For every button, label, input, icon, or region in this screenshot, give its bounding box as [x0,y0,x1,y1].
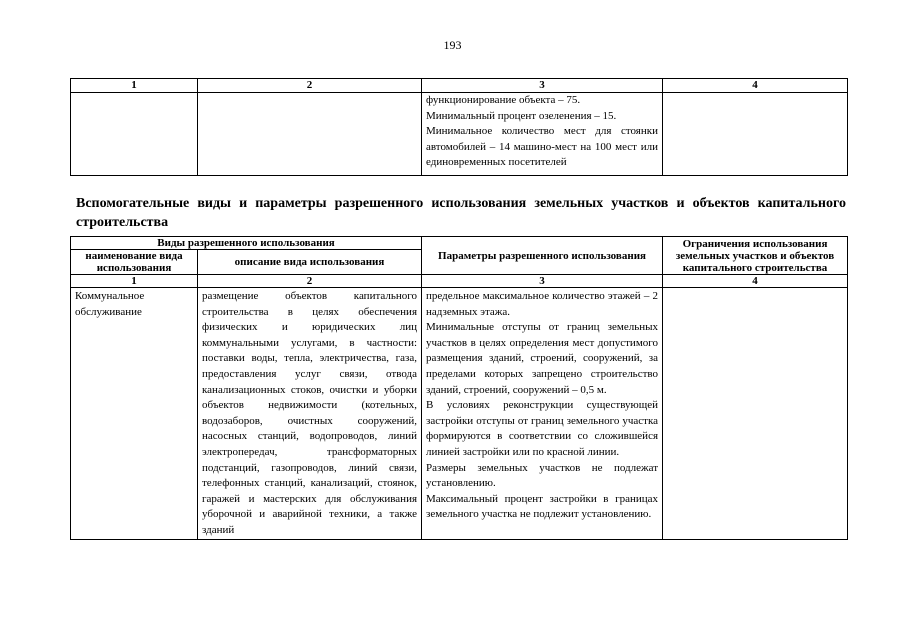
page-number: 193 [443,38,462,52]
cell-col1 [71,93,198,176]
header-name: наименование вида использования [71,250,198,275]
param-paragraph: предельное максимальное количество этажей – 2 надземных этажа. [426,290,659,318]
header-description: описание вида использования [198,250,422,275]
use-params [422,288,663,540]
column-number: 2 [198,275,422,288]
param-paragraph: Размеры земельных участков не подлежат установлению. [426,461,659,490]
column-number: 2 [198,79,422,93]
column-number: 1 [71,79,198,93]
header-use-types: Виды разрешенного использования [71,237,422,250]
table-row [71,93,848,176]
section-title: Вспомогательные виды и параметры разрешенного использования земельных участков и объектов капитального строительства [76,196,846,230]
use-description: размещение объектов капитального строительства в целях обеспечения физических и юридических лиц коммунальными услугами, в частности: поставки воды, тепла, электричества, газа, предоставления услуг связи, отвода канализационных стоков, очистки и уборки объектов недвижимости (котельных, водозаборов, очистных сооружений, насосных станций, водопроводов, линий электропередач, трансформаторных подстанций, газопроводов, линий связи, телефонных станций, канализаций, стоянок, гаражей и мастерских для обслуживания уборочной и аварийной техники, а также зданий [198,288,422,540]
cell-line: Минимальный процент озеленения – 15. [426,109,617,122]
column-number-row [71,275,848,288]
param-paragraph: Максимальный процент застройки в границах земельного участка не подлежит установлению. [426,492,659,521]
cell-col4 [663,93,848,176]
column-number: 3 [422,275,663,288]
column-number: 3 [422,79,663,93]
column-number: 4 [663,275,848,288]
column-number-row [71,79,848,93]
use-limits [663,288,848,540]
header-limits: Ограничения использования земельных участков и объектов капитального строительства [663,237,848,275]
cell-col3 [422,93,663,176]
column-number: 4 [663,79,848,93]
table-row [71,288,848,540]
param-paragraph: Минимальные отступы от границ земельных участков в целях определения мест допустимого размещения зданий, строений, сооружений, за пределами которых запрещено строительство зданий, строений, сооружений – 0,5 м. [426,321,659,396]
continuation-table [70,78,848,176]
cell-line: Минимальное количество мест для стоянки автомобилей – 14 машино-мест на 100 мест или единовременных посетителей [426,125,658,169]
cell-col2 [198,93,422,176]
use-name: Коммунальное обслуживание [71,288,198,540]
param-paragraph: В условиях реконструкции существующей застройки отступы от границ земельного участка формируются в соответствии со сложившейся линией застройки или по красной линии. [426,399,659,458]
header-params: Параметры разрешенного использования [422,237,663,275]
permitted-use-table [70,236,848,540]
column-number: 1 [71,275,198,288]
header-row [71,237,848,250]
cell-line: функционирование объекта – 75. [426,94,581,106]
